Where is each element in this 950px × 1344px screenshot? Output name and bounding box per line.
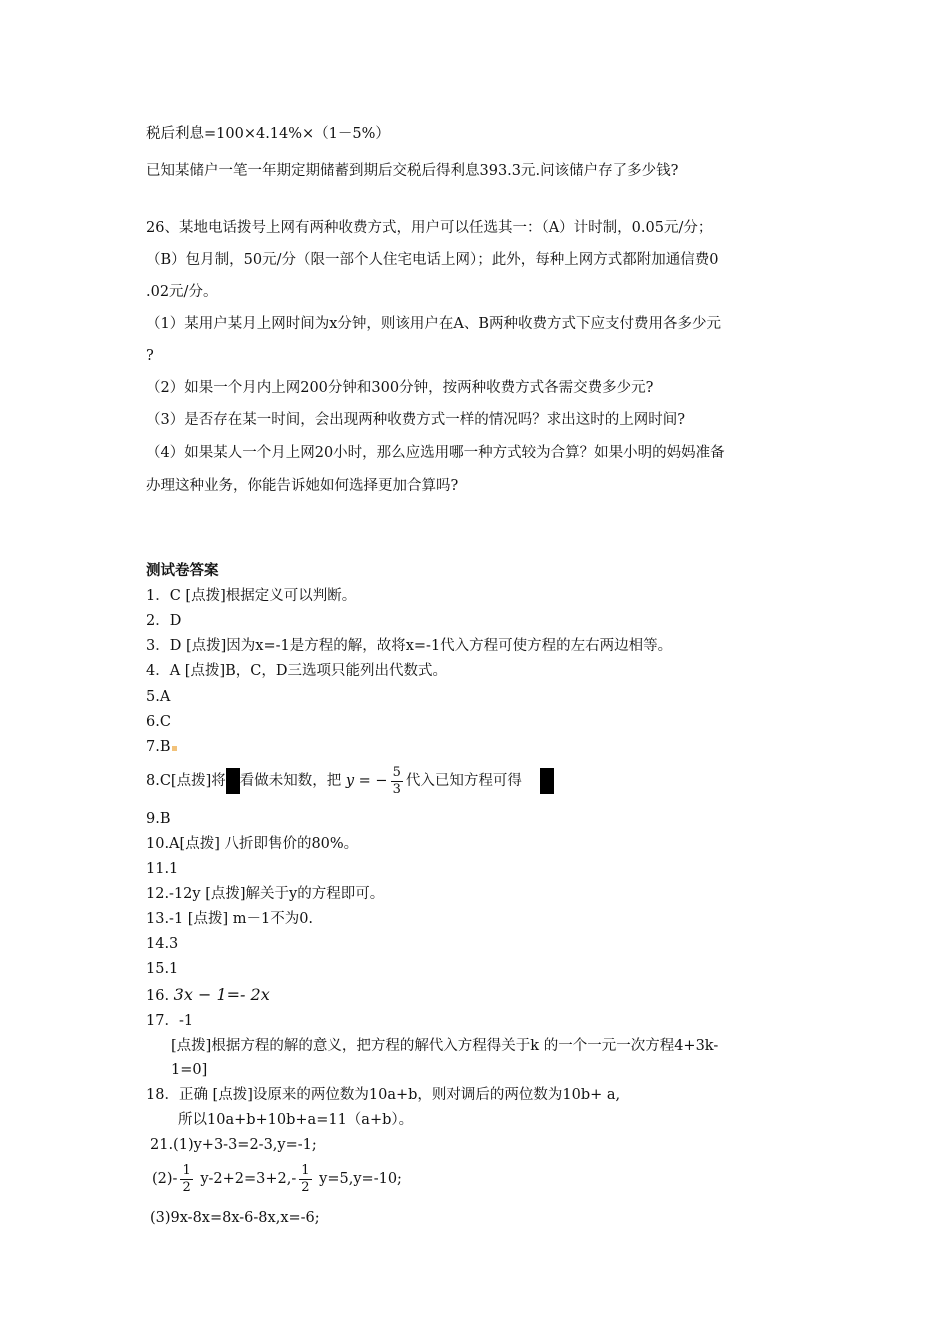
answer-21-3: (3)9x-8x=8x-6-8x,x=-6; — [150, 1210, 320, 1226]
answers-heading: 测试卷答案 — [146, 563, 219, 579]
answer-6: 6.C — [146, 714, 171, 730]
answer-7-text: 7.B — [146, 739, 171, 755]
redacted-box — [226, 768, 240, 794]
answer-18-cont: 所以10a+b+10b+a=11（a+b）。 — [178, 1112, 414, 1128]
answer-9: 9.B — [146, 811, 171, 827]
answer-17-explanation: [点拨]根据方程的解的意义，把方程的解代入方程得关于k 的一个一元一次方程4+3k- — [171, 1038, 719, 1054]
savings-question: 已知某储户一笔一年期定期储蓄到期后交税后得利息393.3元.问该储户存了多少钱? — [146, 163, 679, 179]
highlight-mark — [172, 746, 177, 751]
fraction-denominator: 2 — [301, 1179, 310, 1195]
fraction-numerator: 1 — [182, 1162, 191, 1178]
answer-7 — [146, 737, 177, 757]
equals-minus: = − — [354, 773, 388, 789]
fraction-denominator: 2 — [182, 1179, 191, 1195]
q26-line-1: 26、某地电话拨号上网有两种收费方式，用户可以任选其一：（A）计时制，0.05元/分； — [146, 220, 713, 236]
fraction-numerator: 5 — [392, 764, 401, 780]
answer-17-explanation-cont: 1=0] — [171, 1062, 208, 1078]
answer-21-2-middle: y-2+2=3+2,- — [195, 1171, 297, 1187]
answer-14: 14.3 — [146, 936, 179, 952]
answer-8-suffix: 代入已知方程可得 — [405, 773, 522, 789]
fraction-5-3 — [391, 765, 403, 798]
answer-16 — [146, 985, 270, 1006]
answer-21-2-prefix: (2)- — [152, 1171, 178, 1187]
interest-formula: 税后利息=100×4.14%×（1－5%） — [146, 126, 390, 142]
answer-8 — [146, 764, 554, 798]
answer-2: 2．D — [146, 613, 182, 629]
answer-11: 11.1 — [146, 861, 179, 877]
answer-13: 13.-1 [点拨] m－1不为0. — [146, 911, 314, 927]
answer-21-2 — [152, 1160, 402, 1198]
answer-8-middle: 看做未知数，把 — [239, 773, 342, 789]
answer-17: 17．-1 — [146, 1013, 194, 1029]
fraction-numerator: 1 — [301, 1162, 310, 1178]
answer-16-expression: 3x − 1=- 2x — [173, 985, 270, 1004]
answer-16-prefix: 16. — [146, 988, 174, 1004]
redacted-box — [540, 768, 554, 794]
q26-line-8: （4）如果某人一个月上网20小时，那么应选用哪一种方式较为合算？如果小明的妈妈准备 — [146, 445, 725, 461]
answer-3: 3．D [点拨]因为x=-1是方程的解，故将x=-1代入方程可使方程的左右两边相等。 — [146, 638, 673, 654]
q26-line-7: （3）是否存在某一时间，会出现两种收费方式一样的情况吗？求出这时的上网时间? — [146, 412, 685, 428]
answer-21-2-suffix: y=5,y=-10; — [314, 1171, 402, 1187]
fraction-1-2 — [180, 1163, 192, 1196]
q26-line-5: ? — [146, 348, 154, 364]
answer-12: 12.-12y [点拨]解关于y的方程即可。 — [146, 886, 385, 902]
fraction-1-2 — [299, 1163, 311, 1196]
fraction-denominator: 3 — [392, 781, 401, 797]
answer-18: 18．正确 [点拨]设原来的两位数为10a+b，则对调后的两位数为10b+ a, — [146, 1087, 621, 1103]
q26-line-9: 办理这种业务，你能告诉她如何选择更加合算吗? — [146, 478, 459, 494]
answer-21-1: 21.(1)y+3-3=2-3,y=-1; — [150, 1137, 317, 1153]
q26-line-3: .02元/分。 — [146, 284, 218, 300]
q26-line-6: （2）如果一个月内上网200分钟和300分钟，按两种收费方式各需交费多少元? — [146, 380, 654, 396]
answer-10: 10.A[点拨] 八折即售价的80%。 — [146, 836, 359, 852]
answer-5: 5.A — [146, 689, 171, 705]
variable-y: y — [345, 773, 355, 789]
answer-4: 4．A [点拨]B，C，D三选项只能列出代数式。 — [146, 663, 447, 679]
q26-line-4: （1）某用户某月上网时间为x分钟，则该用户在A、B两种收费方式下应支付费用各多少元 — [146, 316, 722, 332]
q26-line-2: （B）包月制，50元/分（限一部个人住宅电话上网）；此外，每种上网方式都附加通信费0 — [146, 252, 719, 268]
answer-1: 1．C [点拨]根据定义可以判断。 — [146, 588, 357, 604]
answer-15: 15.1 — [146, 961, 179, 977]
answer-8-prefix: 8.C[点拨]将 — [146, 773, 226, 789]
